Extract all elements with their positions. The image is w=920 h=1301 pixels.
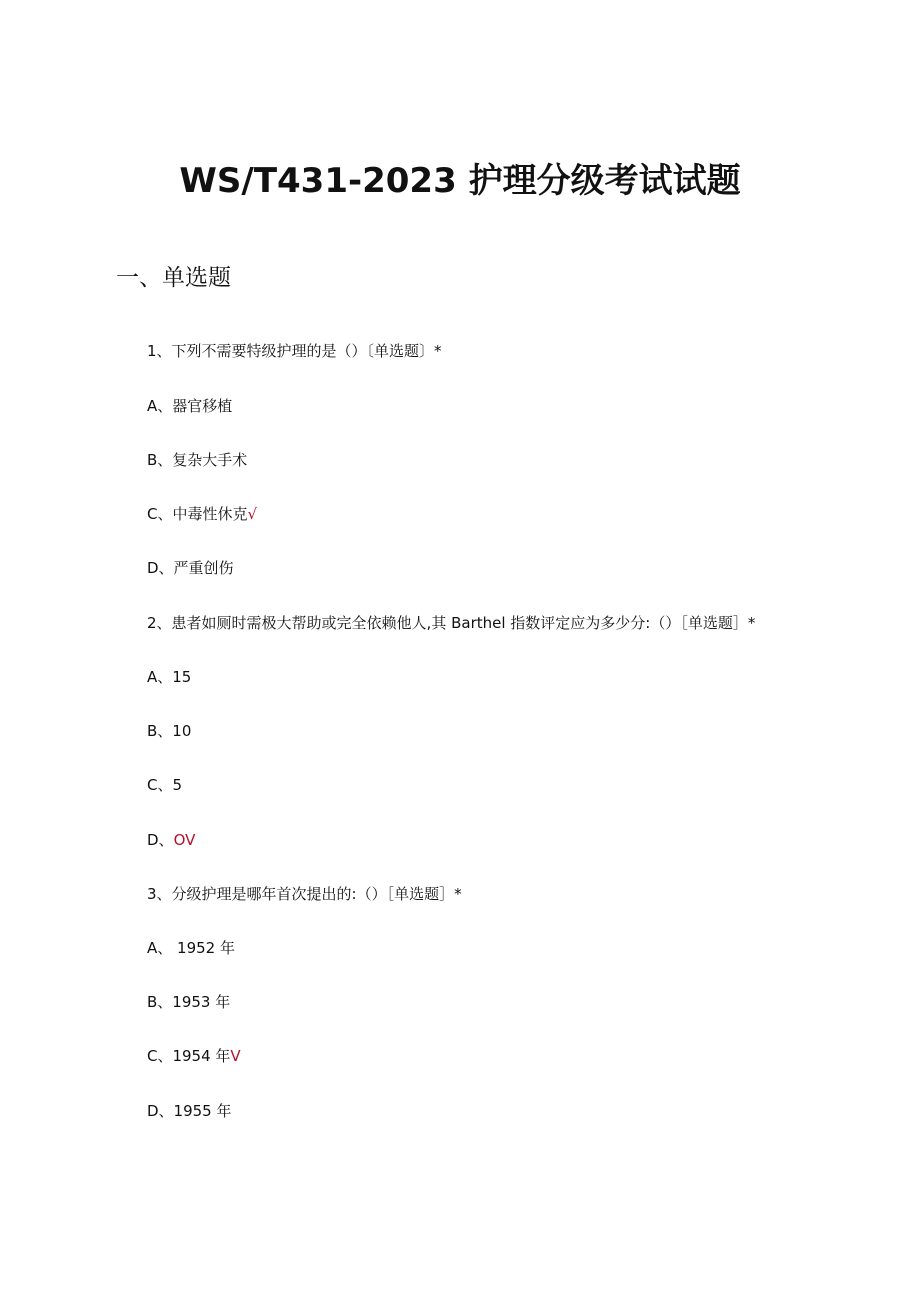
question-1-option-d <box>147 558 234 578</box>
option-text: D、严重创伤 <box>147 559 234 577</box>
option-text: A、15 <box>147 668 192 686</box>
option-text: C、1954 年 <box>147 1047 231 1065</box>
correct-answer-mark: V <box>230 1047 241 1065</box>
question-3-option-d <box>147 1101 232 1121</box>
question-2-option-d <box>147 830 195 850</box>
question-3-option-a <box>147 938 235 958</box>
option-text: B、10 <box>147 722 192 740</box>
question-2-stem: 2、患者如厕时需极大帮助或完全依赖他人,其 Barthel 指数评定应为多少分:（）［单选题］* <box>147 614 756 632</box>
section-heading: 一、单选题 <box>116 265 231 291</box>
correct-answer-mark: √ <box>247 505 258 523</box>
question-1-option-a <box>147 396 232 416</box>
question-3-option-c <box>147 1046 241 1066</box>
option-text: C、5 <box>147 776 183 794</box>
question-2-option-b <box>147 721 191 741</box>
question-2-option-c <box>147 775 182 795</box>
option-text: D、 <box>147 831 174 849</box>
option-text: D、1955 年 <box>147 1102 232 1120</box>
option-text: C、中毒性休克 <box>147 505 248 523</box>
option-text: B、1953 年 <box>147 993 231 1011</box>
question-1-option-c <box>147 504 257 524</box>
option-text: B、复杂大手术 <box>147 451 248 469</box>
question-1-option-b <box>147 450 247 470</box>
option-text: A、 1952 年 <box>147 939 235 957</box>
option-text: A、器官移植 <box>147 397 233 415</box>
correct-answer-mark: OV <box>173 831 196 849</box>
question-3-option-b <box>147 992 230 1012</box>
question-1-stem: 1、下列不需要特级护理的是（）〔单选题〕* <box>147 342 442 360</box>
question-2-option-a <box>147 667 191 687</box>
document-title: WS/T431-2023 护理分级考试试题 <box>179 161 741 201</box>
question-3-stem: 3、分级护理是哪年首次提出的:（）［单选题］* <box>147 885 462 903</box>
